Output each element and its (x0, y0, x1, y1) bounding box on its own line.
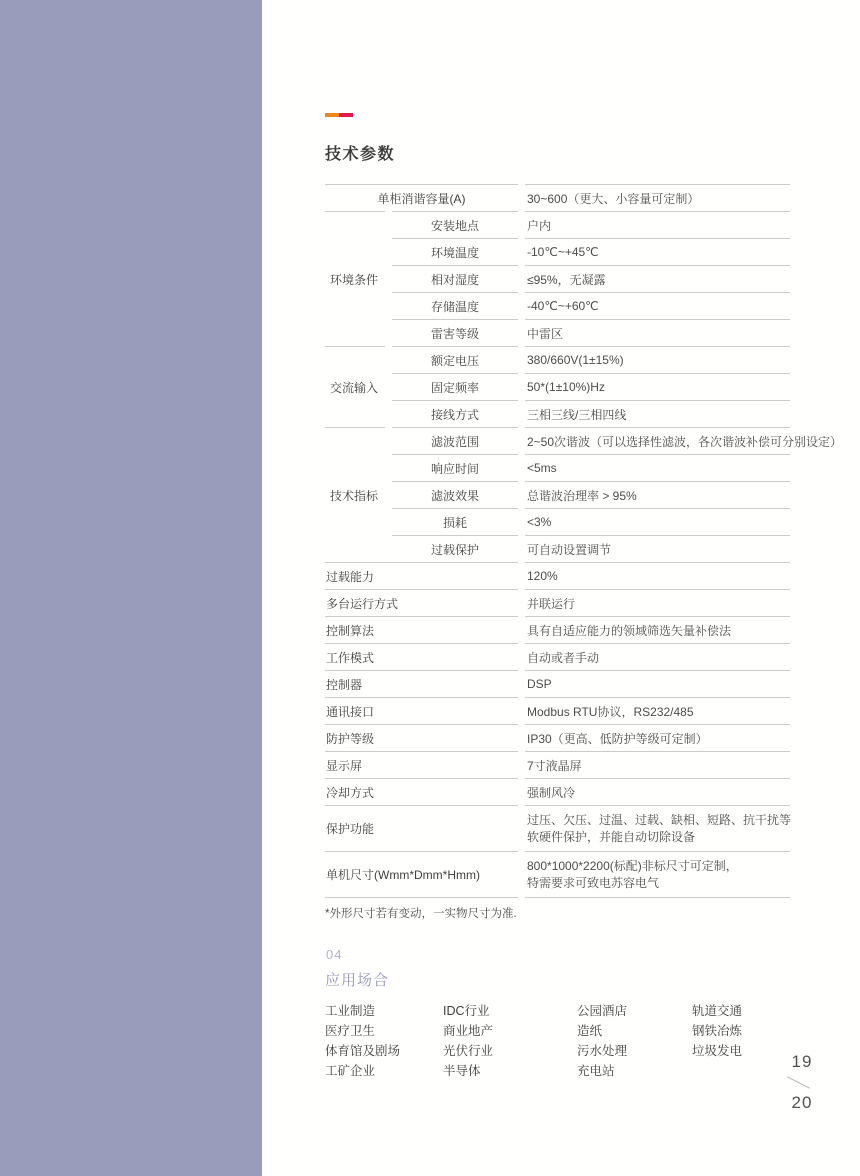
value-line: 800*1000*2200(标配)非标尺寸可定制， (527, 858, 738, 873)
table-row (325, 778, 790, 805)
column-gap (518, 184, 525, 211)
table-row (392, 481, 790, 508)
row-label: 过载保护 (392, 535, 518, 562)
row-value: -40℃~+60℃ (525, 292, 790, 319)
row-value: 三相三线/三相四线 (525, 400, 790, 427)
column-gap (518, 211, 525, 238)
page-number-top: 19 (791, 1052, 813, 1071)
table-row (325, 724, 790, 751)
row-value (525, 805, 790, 851)
table-row (325, 670, 790, 697)
table-row (392, 211, 790, 238)
table-row (392, 238, 790, 265)
application-item: 垃圾发电 (692, 1044, 743, 1058)
column-gap (518, 562, 525, 589)
row-value: 可自动设置调节 (525, 535, 790, 562)
application-item: 轨道交通 (692, 1004, 743, 1018)
application-column (577, 1001, 692, 1081)
row-value: Modbus RTU协议，RS232/485 (525, 697, 790, 724)
application-item: 商业地产 (443, 1024, 494, 1038)
row-label: 多台运行方式 (325, 589, 518, 616)
value-line: 过压、欠压、过温、过载、缺相、短路、抗干扰等 (527, 812, 792, 827)
application-item: 体育馆及剧场 (325, 1044, 401, 1058)
application-column (443, 1001, 577, 1081)
table-row (325, 616, 790, 643)
row-value: 30~600（更大、小容量可定制） (525, 184, 790, 211)
table-row (325, 697, 790, 724)
table-row (392, 454, 790, 481)
column-gap (518, 292, 525, 319)
row-value: DSP (525, 670, 790, 697)
table-row (392, 373, 790, 400)
row-label: 环境温度 (392, 238, 518, 265)
column-gap (518, 805, 525, 851)
column-gap (518, 346, 525, 373)
column-gap (518, 724, 525, 751)
row-value: -10℃~+45℃ (525, 238, 790, 265)
row-value: <3% (525, 508, 790, 535)
application-item: 工业制造 (325, 1004, 376, 1018)
row-label: 存储温度 (392, 292, 518, 319)
column-gap (518, 535, 525, 562)
row-label: 通讯接口 (325, 697, 518, 724)
row-label: 工作模式 (325, 643, 518, 670)
table-group (325, 427, 843, 562)
row-label: 滤波范围 (392, 427, 518, 454)
table-row (392, 265, 790, 292)
table-row (325, 562, 790, 589)
column-gap (518, 319, 525, 346)
row-label: 接线方式 (392, 400, 518, 427)
accent-dash (325, 113, 353, 117)
row-label: 控制器 (325, 670, 518, 697)
applications-grid (325, 1001, 742, 1081)
group-label: 环境条件 (325, 211, 385, 346)
column-gap (385, 346, 392, 427)
column-gap (518, 697, 525, 724)
row-value: IP30（更高、低防护等级可定制） (525, 724, 790, 751)
table-group (325, 346, 790, 427)
application-item: 钢铁冶炼 (692, 1024, 743, 1038)
left-sidebar-panel (0, 0, 262, 1176)
row-value (525, 851, 790, 897)
row-value: 中雷区 (525, 319, 790, 346)
column-gap (518, 589, 525, 616)
row-label: 显示屏 (325, 751, 518, 778)
column-gap (518, 616, 525, 643)
group-label: 技术指标 (325, 427, 385, 562)
row-label: 过载能力 (325, 562, 518, 589)
column-gap (518, 427, 525, 454)
application-item: 医疗卫生 (325, 1024, 376, 1038)
group-rows (392, 346, 790, 427)
column-gap (385, 211, 392, 346)
row-label (325, 897, 518, 898)
row-label: 雷害等级 (392, 319, 518, 346)
page-number-block (782, 1051, 822, 1114)
spec-table (325, 184, 843, 897)
column-gap (518, 851, 525, 897)
table-row (325, 589, 790, 616)
row-value: 2~50次谐波（可以选择性滤波，各次谐波补偿可分别设定） (525, 427, 790, 454)
section-number: 04 (326, 947, 343, 962)
table-row (392, 508, 790, 535)
row-label: 控制算法 (325, 616, 518, 643)
table-row (392, 535, 790, 562)
application-item: 光伏行业 (443, 1044, 494, 1058)
table-row (392, 400, 790, 427)
group-rows (392, 427, 843, 562)
row-label: 冷却方式 (325, 778, 518, 805)
row-value: 并联运行 (525, 589, 790, 616)
section-title: 应用场合 (325, 972, 390, 989)
application-item: 充电站 (577, 1064, 615, 1078)
row-value: 总谐波治理率 > 95% (525, 481, 790, 508)
group-rows (392, 211, 790, 346)
row-label: 滤波效果 (392, 481, 518, 508)
row-value: ≤95%，无凝露 (525, 265, 790, 292)
column-gap (385, 427, 392, 562)
value-line: 特需要求可致电苏容电气 (527, 875, 660, 890)
table-group (325, 211, 790, 346)
column-gap (518, 373, 525, 400)
accent-dash-red-icon (339, 113, 353, 117)
row-value: 自动或者手动 (525, 643, 790, 670)
table-row (392, 319, 790, 346)
table-row (392, 427, 843, 454)
footnote: *外形尺寸若有变动，一实物尺寸为准. (325, 908, 517, 920)
column-gap (518, 643, 525, 670)
column-gap (518, 454, 525, 481)
table-row (325, 751, 790, 778)
column-gap (518, 670, 525, 697)
column-gap (518, 238, 525, 265)
application-item: 造纸 (577, 1024, 603, 1038)
application-item: 工矿企业 (325, 1064, 376, 1078)
column-gap (518, 778, 525, 805)
table-row (325, 805, 790, 851)
column-gap (518, 400, 525, 427)
column-gap (518, 751, 525, 778)
column-gap (518, 508, 525, 535)
row-label: 单柜消谐容量(A) (325, 184, 518, 211)
page-number-bottom: 20 (791, 1093, 813, 1112)
page-number-divider-icon (787, 1076, 810, 1088)
table-row (325, 643, 790, 670)
row-value: <5ms (525, 454, 790, 481)
accent-dash-orange-icon (325, 113, 339, 117)
row-label: 安装地点 (392, 211, 518, 238)
value-line: 软硬件保护，并能自动切除设备 (527, 829, 696, 844)
application-column (692, 1001, 742, 1081)
row-label: 保护功能 (325, 805, 518, 851)
row-value: 7寸液晶屏 (525, 751, 790, 778)
column-gap (518, 481, 525, 508)
column-gap (518, 265, 525, 292)
application-item: IDC行业 (443, 1004, 490, 1018)
row-value (525, 897, 790, 898)
row-label: 固定频率 (392, 373, 518, 400)
row-value: 强制风冷 (525, 778, 790, 805)
table-row (325, 184, 790, 211)
row-label: 额定电压 (392, 346, 518, 373)
application-item: 污水处理 (577, 1044, 628, 1058)
application-item: 公园酒店 (577, 1004, 628, 1018)
row-label: 防护等级 (325, 724, 518, 751)
application-item: 半导体 (443, 1064, 481, 1078)
row-label: 损耗 (392, 508, 518, 535)
table-row (392, 292, 790, 319)
page-title: 技术参数 (325, 146, 396, 163)
group-label: 交流输入 (325, 346, 385, 427)
table-row (392, 346, 790, 373)
row-value: 380/660V(1±15%) (525, 346, 790, 373)
row-label: 相对湿度 (392, 265, 518, 292)
row-label: 单机尺寸(Wmm*Dmm*Hmm) (325, 851, 518, 897)
table-row (325, 851, 790, 897)
row-value: 具有自适应能力的领域筛选矢量补偿法 (525, 616, 790, 643)
row-value: 50*(1±10%)Hz (525, 373, 790, 400)
row-label: 响应时间 (392, 454, 518, 481)
row-value: 120% (525, 562, 790, 589)
row-value: 户内 (525, 211, 790, 238)
application-column (325, 1001, 443, 1081)
